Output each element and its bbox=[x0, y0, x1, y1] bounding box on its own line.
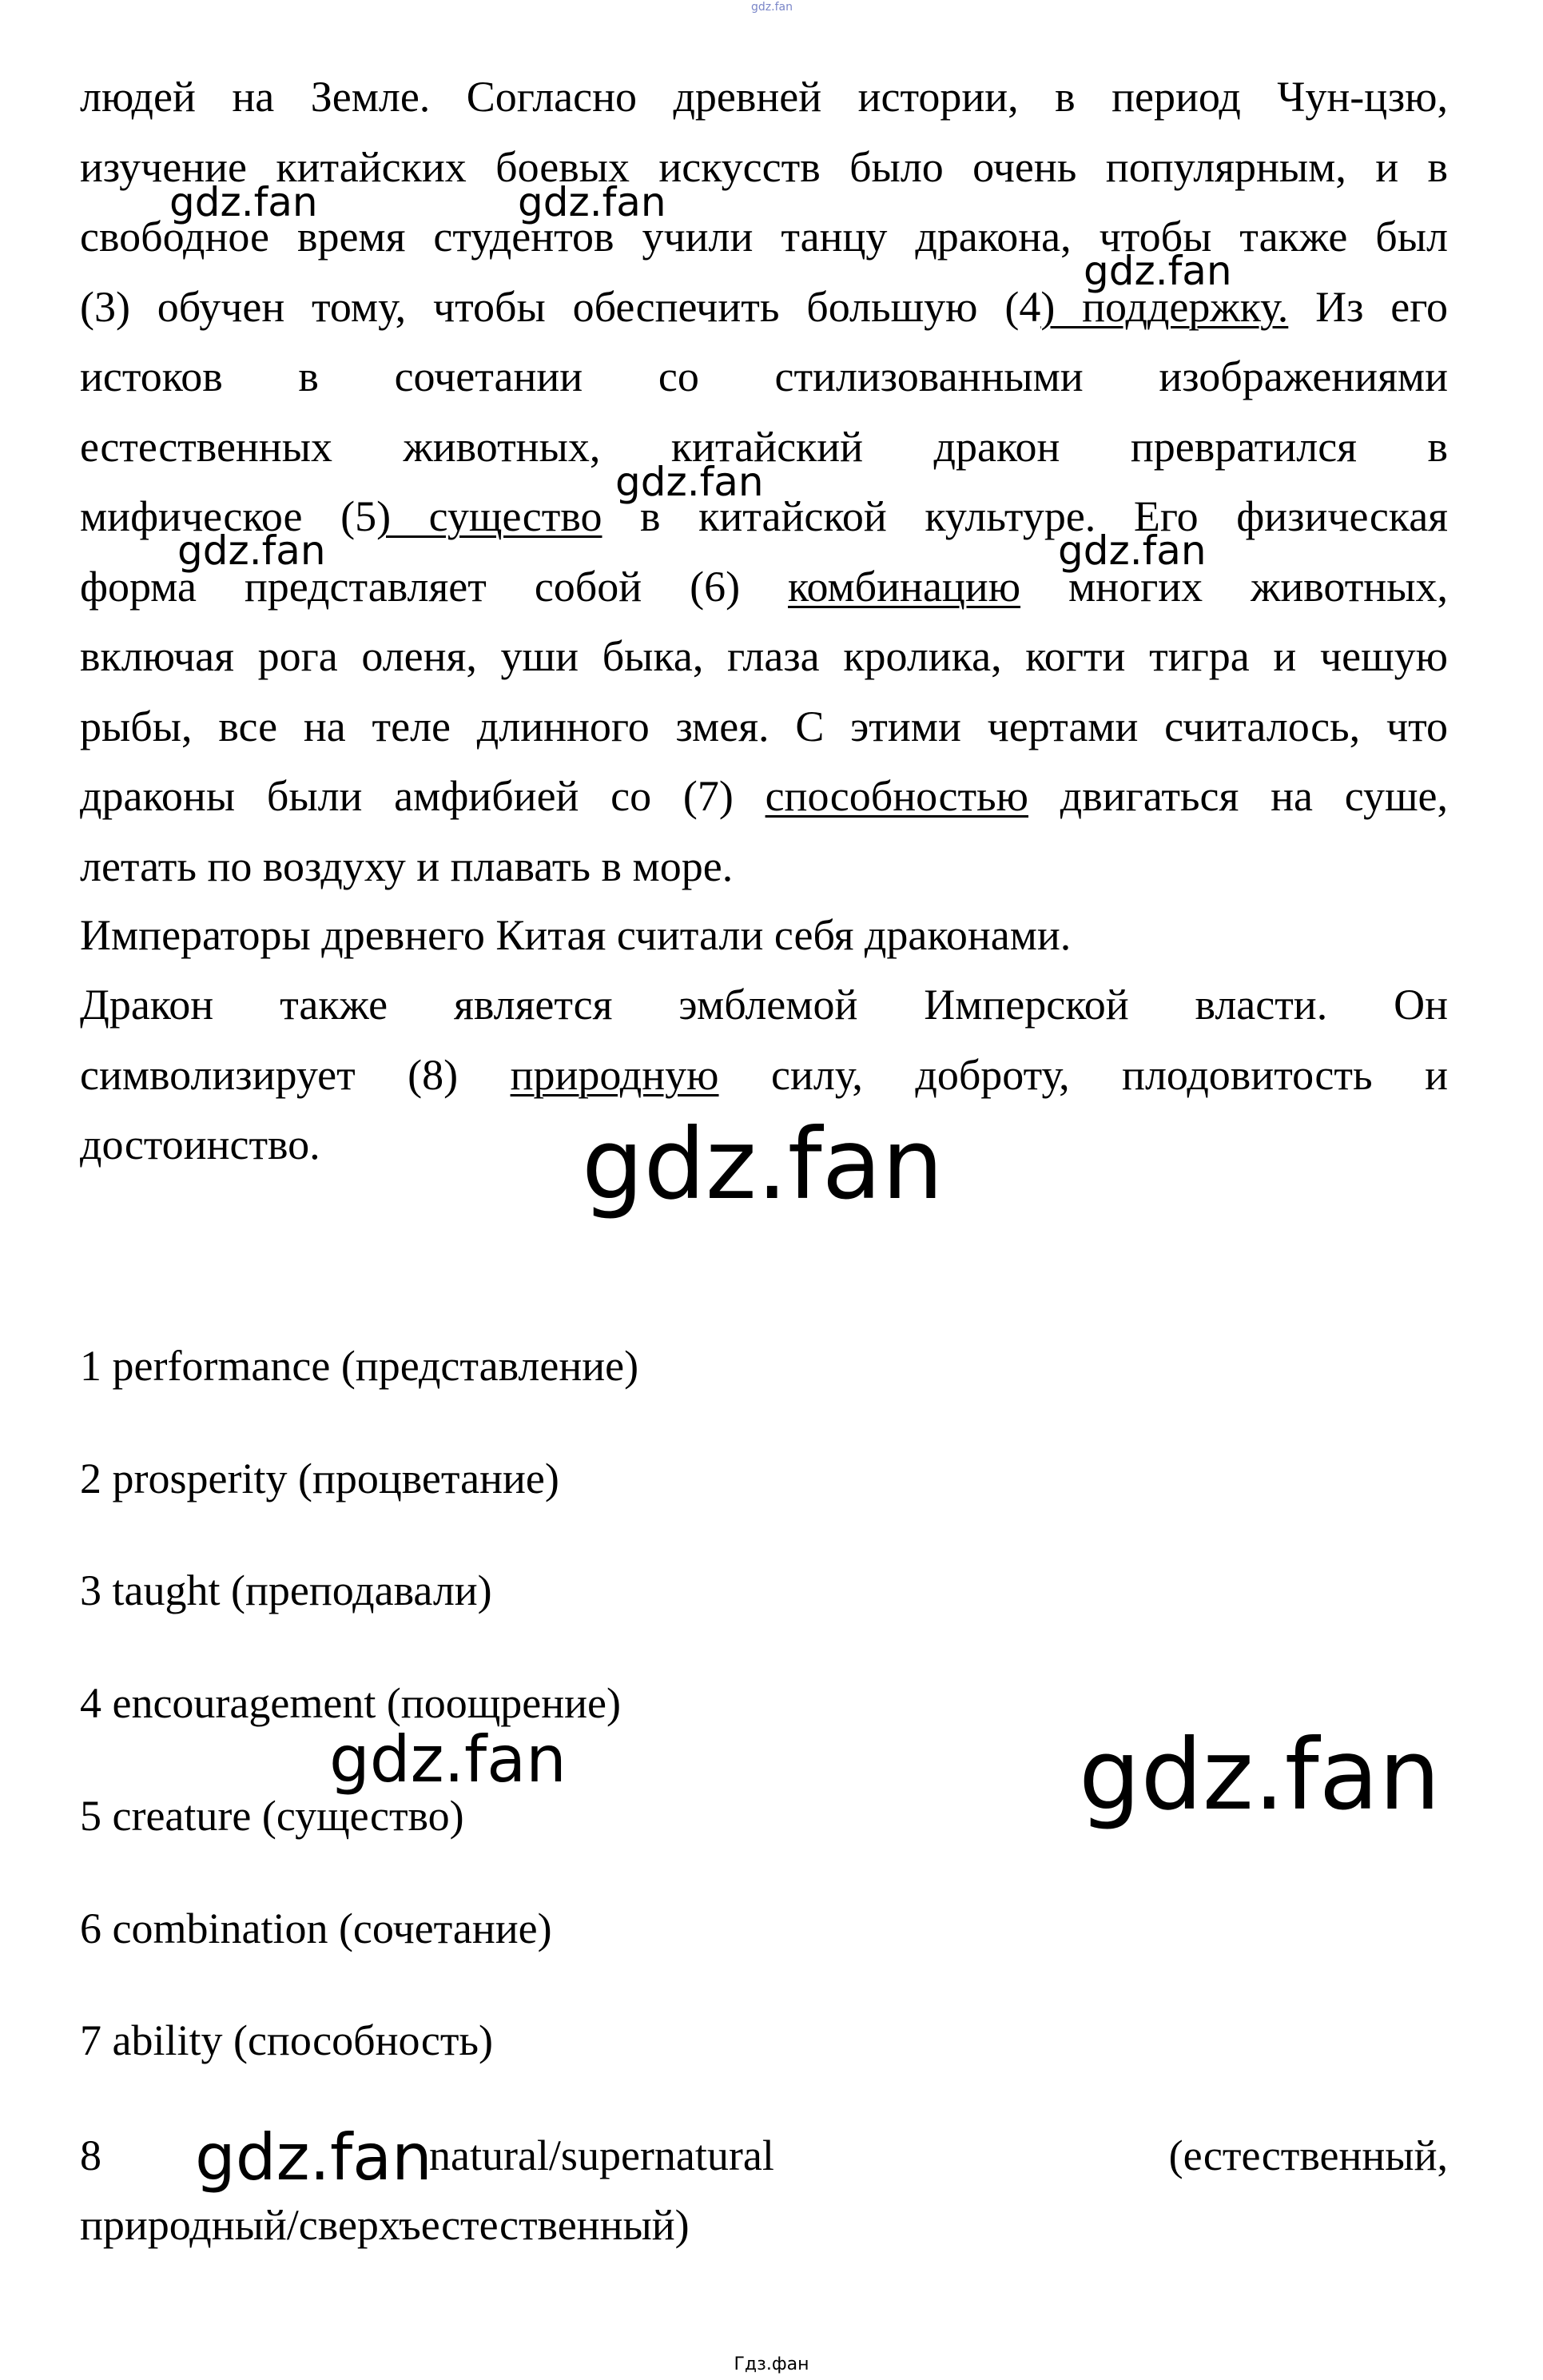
text-line: изучение китайских боевых искусств было очень популярным, и в bbox=[80, 142, 1448, 191]
answer-item: 3 taught (преподавали) bbox=[80, 1566, 492, 1614]
underlined-answer-4: ) поддержку. bbox=[1040, 282, 1289, 331]
text-line: летать по воздуху и плавать в море. bbox=[80, 842, 734, 890]
text-line: истоков в сочетании со стилизованными изображениями bbox=[80, 352, 1448, 400]
watermark: gdz.fan bbox=[1084, 248, 1232, 294]
answer-translation-end: природный/сверхъестественный) bbox=[80, 2201, 690, 2249]
top-watermark: gdz.fan bbox=[751, 1, 793, 14]
watermark: gdz.fan bbox=[169, 179, 318, 225]
text-line: Дракон также является эмблемой Имперской власти. Он bbox=[80, 981, 1448, 1029]
text-line: мифическое (5) существо в китайской культуре. Его физическая bbox=[80, 492, 1449, 540]
text-line: форма представляет собой (6) комбинацию многих животных, bbox=[80, 562, 1448, 611]
text-line: драконы были амфибией со (7) способностью двигаться на суше, bbox=[80, 772, 1448, 820]
underlined-answer-7: способностью bbox=[765, 772, 1029, 820]
text-line: включая рога оленя, уши быка, глаза кролика, когти тигра и чешую bbox=[80, 632, 1448, 680]
underlined-answer-6: комбинацию bbox=[788, 562, 1021, 611]
answer-item: 6 combination (сочетание) bbox=[80, 1904, 552, 1952]
watermark: gdz.fan bbox=[195, 2120, 432, 2195]
text-line: свободное время студентов учили танцу дракона, чтобы также был bbox=[80, 213, 1448, 261]
answer-translation-start: (естественный, bbox=[1168, 2131, 1448, 2179]
watermark: gdz.fan bbox=[615, 459, 764, 505]
watermark: gdz.fan bbox=[329, 1722, 567, 1797]
text-line: (3) обучен тому, чтобы обеспечить большую (4) поддержку. Из его bbox=[80, 282, 1448, 331]
answer-word: natural/supernatural bbox=[429, 2131, 774, 2179]
watermark: gdz.fan bbox=[1079, 1718, 1441, 1832]
watermark: gdz.fan bbox=[1058, 527, 1207, 574]
answer-item: 4 encouragement (поощрение) bbox=[80, 1679, 622, 1727]
answer-number: 8 bbox=[80, 2131, 101, 2179]
text-line: символизирует (8) природную силу, доброту, плодовитость и bbox=[80, 1050, 1448, 1099]
answer-item: 2 prosperity (процветание) bbox=[80, 1455, 559, 1502]
text-line: рыбы, все на теле длинного змея. С этими чертами считалось, что bbox=[80, 702, 1448, 750]
text-line: Императоры древнего Китая считали себя драконами. bbox=[80, 911, 1072, 959]
watermark: gdz.fan bbox=[582, 1108, 944, 1221]
footer-mark: Гдз.фан bbox=[734, 2354, 809, 2374]
answer-item: 7 ability (способность) bbox=[80, 2016, 494, 2064]
answer-item: 1 performance (представление) bbox=[80, 1342, 639, 1390]
underlined-answer-8: природную bbox=[510, 1050, 719, 1099]
underlined-answer-5: ) существо bbox=[376, 492, 602, 540]
watermark: gdz.fan bbox=[177, 527, 326, 574]
watermark: gdz.fan bbox=[518, 179, 666, 225]
answer-item: 5 creature (существо) bbox=[80, 1792, 464, 1840]
text-line: достоинство. bbox=[80, 1120, 320, 1168]
text-line: людей на Земле. Согласно древней истории, в период Чун-цзю, bbox=[80, 73, 1448, 121]
text-line: естественных животных, китайский дракон превратился в bbox=[80, 422, 1448, 471]
paragraph-emperors bbox=[80, 901, 1448, 971]
